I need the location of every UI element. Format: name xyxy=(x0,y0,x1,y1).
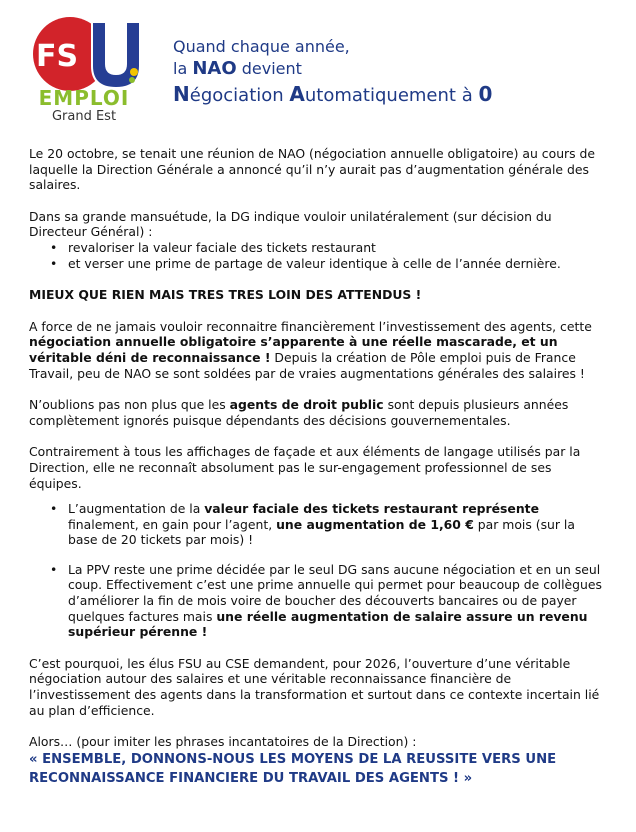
list-item-ppv xyxy=(29,562,607,640)
p4-text-a: N’oublions pas non plus que les xyxy=(29,397,230,413)
fsu-emploi-logo xyxy=(30,16,146,128)
logo-region-text: Grand Est xyxy=(51,109,117,124)
p4-text-c: sont depuis plusieurs années complètement ignorés puisque dépendants des décisions gouvernementales. xyxy=(29,397,569,428)
closing-line-2: RECONNAISSANCE FINANCIERE DU TRAVAIL DES AGENTS ! » xyxy=(29,770,473,786)
header xyxy=(0,0,636,140)
p4-text-bold: agents de droit public xyxy=(229,397,384,413)
closing-slogan xyxy=(29,750,607,788)
ppv-text-bold: une réelle augmentation de salaire assure un revenu supérieur pérenne ! xyxy=(68,608,588,640)
logo-emploi-text: EMPLOI xyxy=(38,86,130,110)
list-item: • et verser une prime de partage de valeur identique à celle de l’année dernière. xyxy=(29,256,607,272)
tickets-text-e: par mois (sur la base de 20 tickets par mois) ! xyxy=(68,516,575,548)
paragraph-demandes: C’est pourquoi, les élus FSU au CSE demandent, pour 2026, l’ouverture d’une véritable négociation autour des salaires et une véritable reconnaissance financière de l’investissement des agents dans la transformation et surtout dans ce contexte incertain lié au plan d’efficience. xyxy=(29,655,600,718)
logo-fsu-letters: FS xyxy=(36,39,79,74)
list-item: • revaloriser la valeur faciale des tickets restaurant xyxy=(29,240,607,256)
title-zero: 0 xyxy=(478,82,493,106)
title-word-2: utomatiquement à xyxy=(304,85,479,106)
paragraph-droit-public xyxy=(29,397,607,428)
logo-dot-yellow xyxy=(130,68,138,76)
paragraph-dg-decision: Dans sa grande mansuétude, la DG indique vouloir unilatéralement (sur décision du Directeur Général) : xyxy=(29,208,552,240)
paragraph-facade: Contrairement à tous les affichages de façade et aux éléments de langage utilisés par la Direction, elle ne reconnaît absolument pas le sur-engagement professionnel de ses équipes. xyxy=(29,444,581,491)
paragraph-intro: Le 20 octobre, se tenait une réunion de NAO (négociation annuelle obligatoire) au cours de laquelle la Direction Générale a annoncé qu’il n’y aurait pas d’augmentation générale des salaires. xyxy=(29,146,596,193)
paragraph-alors: Alors… (pour imiter les phrases incantatoires de la Direction) : xyxy=(29,734,417,750)
ppv-text-a: La PPV reste une prime décidée par le seul DG sans aucune négociation et en un seul coup. Effectivement c’est une prime annuelle qui permet pour beaucoup de collègues d’améliorer la fin de mois voire de boucher des découverts bancaires ou de payer quelques factures mais xyxy=(68,561,602,624)
tickets-text-bold-2: une augmentation de 1,60 € xyxy=(276,516,474,532)
title-initial-a: A xyxy=(289,82,305,106)
tickets-text-c: finalement, en gain pour l’agent, xyxy=(68,516,277,532)
title-line-3 xyxy=(173,80,613,110)
title-initial-n: N xyxy=(173,82,190,106)
document-body xyxy=(29,146,607,788)
title-block xyxy=(173,36,613,110)
logo-dot-green xyxy=(129,77,135,83)
title-line-2-prefix: la xyxy=(173,59,193,78)
p3-text-a: A force de ne jamais vouloir reconnaitre financièrement l’investissement des agents, cette xyxy=(29,318,592,334)
p3-text-c: Depuis la création de Pôle emploi puis de France Travail, peu de NAO se sont soldées par de vraies augmentations générales des salaires ! xyxy=(29,349,585,381)
title-word-1: égociation xyxy=(189,85,290,106)
decision-list xyxy=(29,240,607,271)
tickets-text-a: L’augmentation de la xyxy=(68,501,205,517)
paragraph-mascarade xyxy=(29,319,607,381)
closing-line-1: « ENSEMBLE, DONNONS-NOUS LES MOYENS DE LA REUSSITE VERS UNE xyxy=(29,751,557,767)
fsu-logo-mark xyxy=(30,16,146,94)
list-item-tickets xyxy=(29,501,607,548)
title-line-2-suffix: devient xyxy=(236,59,302,78)
title-nao: NAO xyxy=(192,58,237,79)
title-line-2 xyxy=(173,58,613,80)
title-line-1: Quand chaque année, xyxy=(173,37,350,56)
section-heading: MIEUX QUE RIEN MAIS TRES TRES LOIN DES ATTENDUS ! xyxy=(29,287,422,303)
tickets-text-bold-1: valeur faciale des tickets restaurant représente xyxy=(204,501,539,517)
argument-list xyxy=(29,501,607,640)
p3-text-bold: négociation annuelle obligatoire s’apparente à une réelle mascarade, et un véritable déni de reconnaissance ! xyxy=(29,334,558,365)
